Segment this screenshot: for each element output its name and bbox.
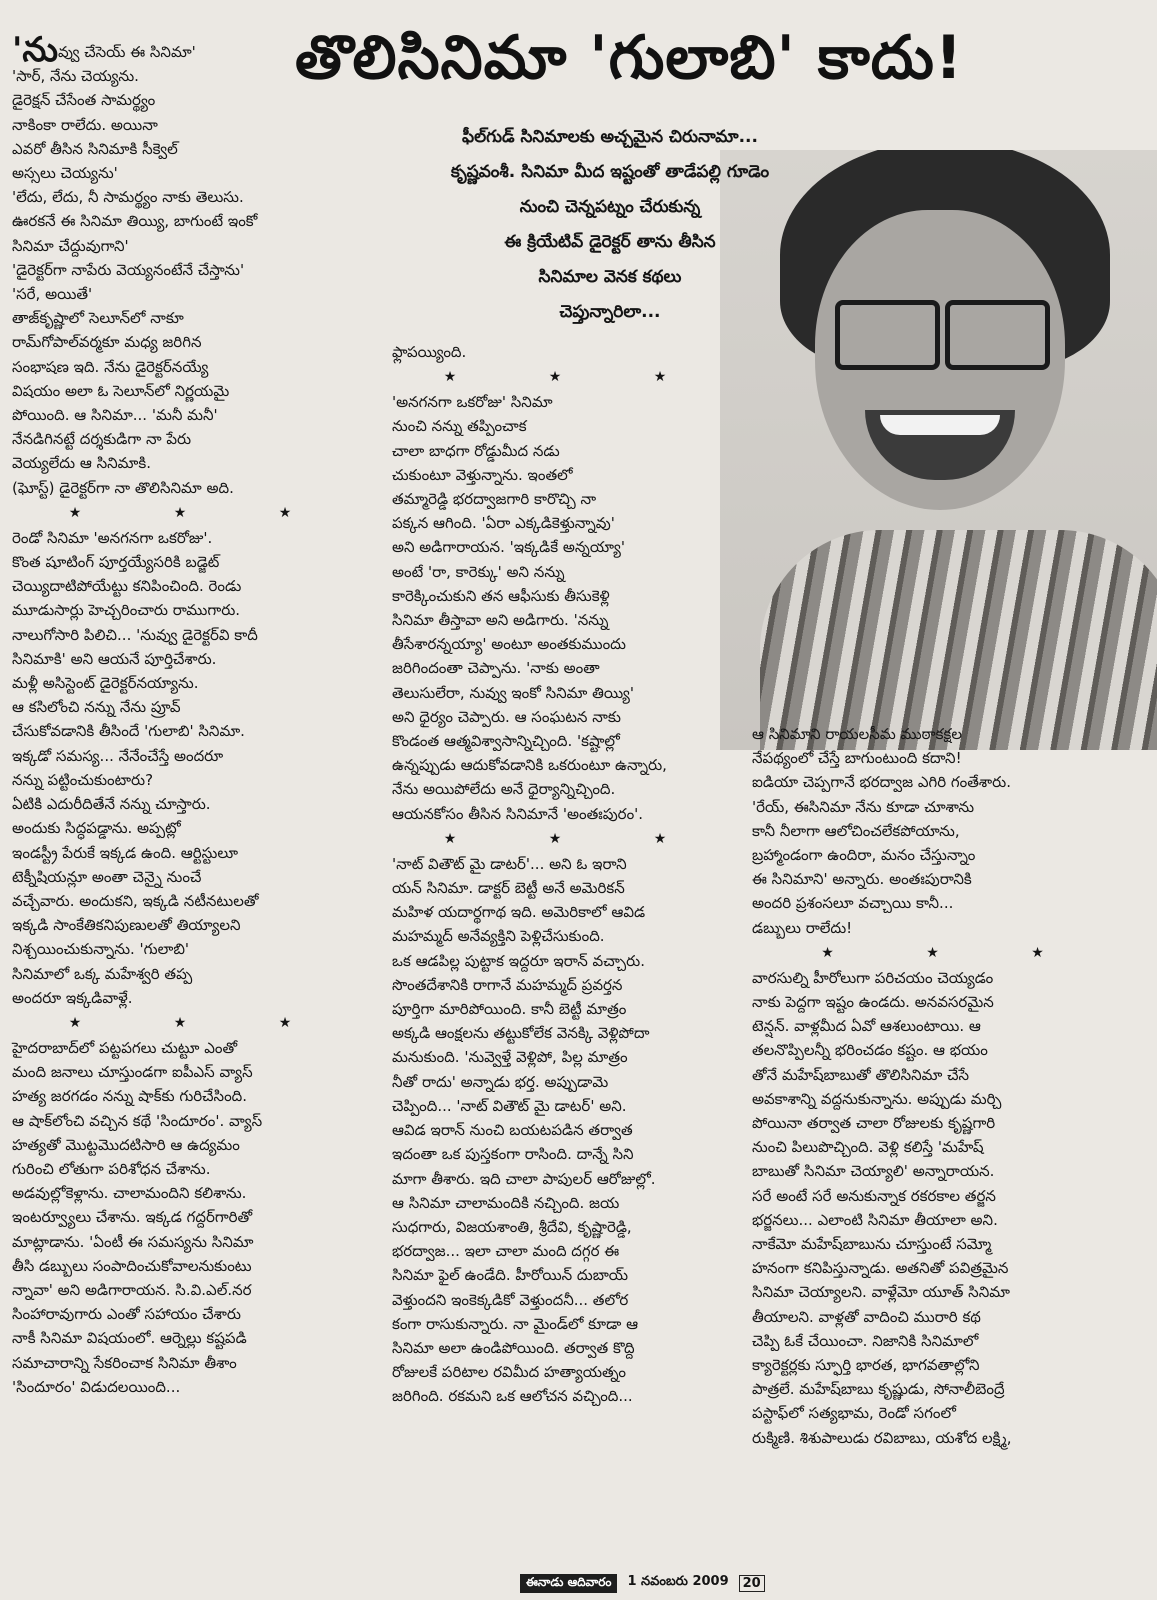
intro-line: సినిమాల వెనక కథలు: [538, 267, 682, 287]
text-line: ఇండస్ట్రీ పేరుకే ఇక్కడ ఉంది. ఆర్టిస్టులూ: [12, 843, 238, 862]
opening-line: 'నువ్వు చేసెయ్ ఈ సినిమా': [12, 30, 196, 70]
text-line: ఉన్నప్పుడు ఆదుకోవడానికి ఒకరుంటూ ఉన్నారు,: [392, 756, 667, 775]
text-line: తాజ్‌కృష్ణాలో సెలూన్‌లో నాకూ: [12, 309, 184, 328]
section-separator: ★ ★ ★: [821, 944, 1088, 961]
text-line: రోజులకే పరిటాల రవిమీద హత్యాయత్నం: [392, 1363, 626, 1382]
text-line: బాబుతో సినిమా చెయ్యాలి' అన్నారాయన.: [752, 1162, 995, 1181]
text-line: అవకాశాన్ని వద్దనుకున్నాను. అప్పుడు మర్చి: [752, 1089, 1002, 1108]
article-title: తొలిసినిమా 'గులాబి' కాదు!: [295, 23, 964, 93]
text-line: విషయం అలా ఓ సెలూన్‌లో నిర్ణయమై: [12, 381, 230, 400]
page-number: 20: [739, 1575, 765, 1592]
text-line: తలనొప్పిలన్నీ భరించడం కష్టం. ఆ భయం: [752, 1041, 988, 1060]
text-line: సినిమా చేద్దువుగాని': [12, 236, 129, 255]
text-line: చాలా బాధగా రోడ్డుమీద నడు: [392, 441, 560, 460]
text-line: 'డైరెక్టర్‌గా నాపేరు వెయ్యనంటేనే చేస్తాను': [12, 260, 245, 279]
text-line: సినిమా ఫైల్ ఉండేది. హీరోయిన్ దుబాయ్: [392, 1266, 629, 1285]
text-line: నాకేమో మహేష్‌బాబును చూస్తుంటే సమ్మో: [752, 1235, 992, 1254]
text-line: అంటే 'రా, కారెక్కు' అని నన్ను: [392, 562, 565, 581]
text-line: మహమ్మద్ అనేవ్యక్తిని పెళ్లిచేసుకుంది.: [392, 927, 605, 946]
text-line: సమాచారాన్ని సేకరించాక సినిమా తీశాం: [12, 1353, 237, 1372]
col1-paragraph-b: [12, 526, 352, 1010]
text-line: నేపథ్యంలో చేస్తే బాగుంటుంది కదాని!: [752, 749, 962, 768]
text-line: చెయ్యిదాటిపోయేట్టు కనిపించింది. రెండు: [12, 577, 242, 596]
text-line: వచ్చేవారు. అందుకని, ఇక్కడి నటీనటులతో: [12, 891, 259, 910]
text-line: డైరెక్షన్ చేసేంత సామర్థ్యం: [12, 91, 156, 110]
text-line: పక్కన ఆగింది. 'ఏరా ఎక్కడికెళ్తున్నావు': [392, 514, 615, 533]
text-line: నుంచి పిలుపొచ్చింది. వెళ్లి కలిస్తే 'మహేష్: [752, 1138, 984, 1157]
text-line: మంది జనాలు చూస్తుండగా ఐపీఎస్ వ్యాస్: [12, 1063, 253, 1082]
text-line: హనంగా కనిపిస్తున్నాడు. అతనితో పవిత్రమైన: [752, 1259, 1009, 1278]
text-line: ఆయనకోసం తీసిన సినిమానే 'అంతఃపురం'.: [392, 804, 644, 823]
text-line: కొండంత ఆత్మవిశ్వాసాన్నిచ్చింది. 'కష్టాల్లో: [392, 732, 620, 751]
text-line: 'లేదు, లేదు, నీ సామర్థ్యం నాకు తెలుసు.: [12, 188, 244, 207]
text-line: రుక్మిణి. శిశుపాలుడు రవిబాబు, యశోద లక్ష్మి,: [752, 1428, 1012, 1447]
text-line: కారెక్కించుకుని తన ఆఫీసుకు తీసుకెళ్లి: [392, 586, 610, 605]
text-line: మూడుసార్లు హెచ్చరించారు రాముగారు.: [12, 601, 241, 620]
text-line: తీయాలని. వాళ్లతో వాదించి మురారి కథ: [752, 1307, 981, 1326]
text-line: ఆవిడ ఇరాన్ నుంచి బయటపడిన తర్వాత: [392, 1121, 633, 1140]
text-line: మహిళ యదార్థగాథ ఇది. అమెరికాలో ఆవిడ: [392, 903, 646, 922]
text-line: నాలుగోసారి పిలిచి... 'నువ్వు డైరెక్టర్‌వి కాదీ: [12, 625, 258, 644]
text-line: తీసి డబ్బులు సంపాదించుకోవాలనుకుంటు: [12, 1256, 252, 1275]
text-line: అని ధైర్యం చెప్పారు. ఆ సంఘటన నాకు: [392, 707, 621, 726]
text-line: 'సిందూరం' విడుదలయింది...: [12, 1377, 181, 1396]
text-line: టెన్షన్. వాళ్లమీద ఏవో ఆశలుంటాయి. ఆ: [752, 1017, 981, 1036]
text-line: ఇక్కడో సమస్య... నేనేంచేస్తే అందరూ: [12, 746, 224, 765]
intro-callout: [400, 120, 820, 330]
text-line: హత్య జరగడం నన్ను షాక్‌కు గురిచేసింది.: [12, 1087, 248, 1106]
text-line: 'నాట్ వితౌట్ మై డాటర్'... అని ఓ ఇరాని: [392, 854, 627, 873]
section-separator: ★ ★ ★: [68, 504, 336, 521]
text-line: హైదరాబాద్‌లో పట్టపగలు చుట్టూ ఎంతో: [12, 1038, 238, 1057]
text-line: పాత్రలే. మహేష్‌బాబు కృష్ణుడు, సోనాలీబెంద్రే: [752, 1380, 1005, 1399]
section-separator: ★ ★ ★: [68, 1014, 336, 1031]
publication-name: ఈనాడు ఆదివారం: [520, 1574, 617, 1593]
text-line: హత్యతో మొట్టమొదటిసారి ఆ ఉద్యమం: [12, 1135, 240, 1154]
text-line: బ్రహ్మాండంగా ఉందిరా, మనం చేస్తున్నాం: [752, 846, 976, 865]
text-line: మనుకుంది. 'నువ్వెళ్తే వెళ్లిపో, పిల్ల మాత్రం: [392, 1048, 628, 1067]
text-line: సింహారావుగారు ఎంతో సహాయం చేశారు: [12, 1305, 241, 1324]
text-line: ఐడియా చెప్పగానే భరద్వాజ ఎగిరి గంతేశారు.: [752, 773, 1012, 792]
text-line: అక్కడి ఆంక్షలను తట్టుకోలేక వెనక్కి వెళ్లిపోదా: [392, 1024, 650, 1043]
column-1: [12, 30, 352, 1399]
text-line: నాకీ సినిమా విషయంలో. ఆర్నెల్లు కష్టపడి: [12, 1329, 247, 1348]
text-line: రెండో సినిమా 'అనగనగా ఒకరోజు'.: [12, 528, 213, 547]
text-line: 'సార్, నేను చెయ్యను.: [12, 67, 139, 86]
column-3: [752, 722, 1117, 1450]
text-line: భర్జనలు... ఎలాంటి సినిమా తీయాలా అని.: [752, 1210, 998, 1229]
text-line: నన్ను పట్టించుకుంటారు?: [12, 770, 154, 789]
column-2: [392, 340, 722, 1409]
text-line: పస్టాఫ్‌లో సత్యభామ, రెండో సగంలో: [752, 1404, 956, 1423]
text-line: కంగా రాసుకున్నారు. నా మైండ్‌లో కూడా ఆ: [392, 1314, 639, 1333]
intro-line: ఫీల్‌గుడ్ సినిమాలకు అచ్చమైన చిరునామా...: [462, 127, 758, 147]
col3-paragraph-b: [752, 966, 1117, 1450]
text-line: సుధగారు, విజయశాంతి, శ్రీదేవి, కృష్ణారెడ్డి,: [392, 1217, 632, 1236]
section-separator: ★ ★ ★: [443, 830, 711, 847]
text-line: సినిమాకి' అని ఆయనే పూర్తిచేశారు.: [12, 649, 217, 668]
col1-paragraph-c: [12, 1036, 352, 1399]
drop-cap: 'ను: [12, 30, 59, 70]
text-line: నుంచి నన్ను తప్పించాక: [392, 417, 527, 436]
text-line: ఇక్కడి సాంకేతికనిపుణులతో తియ్యాలని: [12, 916, 241, 935]
text-line: జరిగింది. రకమని ఒక ఆలోచన వచ్చింది...: [392, 1387, 633, 1406]
text-line: ఆ కసిలోంచి నన్ను నేను ప్రూవ్: [12, 698, 181, 717]
intro-line: నుంచి చెన్నపట్నం చేరుకున్న: [519, 197, 701, 217]
text-line: ఆ షాక్‌లోంచి వచ్చిన కథే 'సిందూరం'. వ్యాస్: [12, 1111, 263, 1130]
text-line: చెప్పి ఓకే చేయించా. నిజానికి సినిమాలో: [752, 1331, 979, 1350]
text-line: సినిమా తీస్తావా అని అడిగారు. 'నన్ను: [392, 611, 609, 630]
text-line: రామ్‌గోపాల్‌వర్మకూ మధ్య జరిగిన: [12, 333, 202, 352]
text-line: మాట్లాడాను. 'ఏంటీ ఈ సమస్యను సినిమా: [12, 1232, 254, 1251]
text-line: అని అడిగారాయన. 'ఇక్కడికే అన్నయ్యా': [392, 538, 625, 557]
text-line: సొంతదేశానికి రాగానే మహమ్మద్ ప్రవర్తన: [392, 975, 623, 994]
text-line: సినిమాలో ఒక్క మహేశ్వరి తప్ప: [12, 964, 193, 983]
text-line: ఒక ఆడపిల్ల పుట్టాక ఇద్దరూ ఇరాన్ వచ్చారు.: [392, 951, 645, 970]
text-line: గురించి లోతుగా పరిశోధన చేశాను.: [12, 1159, 211, 1178]
text-line: మాగా తీశారు. ఇది చాలా పాపులర్ ఆరోజుల్లో.: [392, 1169, 656, 1188]
text-line: ఊరకనే ఈ సినిమా తియ్యి, బాగుంటే ఇంకో: [12, 212, 258, 231]
intro-line: ఈ క్రియేటివ్ డైరెక్టర్ తాను తీసిన: [504, 232, 716, 252]
col1-paragraph-a: [12, 64, 352, 500]
intro-line: చెప్తున్నారిలా...: [559, 302, 661, 322]
text-line: వెయ్యలేదు ఆ సినిమాకి.: [12, 454, 152, 473]
text-line: కానీ నీలాగా ఆలోచించలేకపోయాను,: [752, 821, 960, 840]
text-line: సంభాషణ ఇది. నేను డైరెక్టర్‌నయ్యే: [12, 357, 209, 376]
text-line: తమ్మారెడ్డి భరద్వాజగారి కారొచ్చి నా: [392, 490, 597, 509]
text-line: చెప్పింది... 'నాట్ వితౌట్ మై డాటర్' అని.: [392, 1096, 627, 1115]
text-line: వెళ్తుందని ఇంకెక్కడికో వెళ్తుందనీ... తలోర: [392, 1290, 629, 1309]
text-line: 'అనగనగా ఒకరోజు' సినిమా: [392, 393, 553, 412]
text-line: పోయినా తర్వాత చాలా రోజులకు కృష్ణగారి: [752, 1114, 996, 1133]
text-line: అస్సలు చెయ్యను': [12, 164, 118, 183]
text-line: అడవుల్లోకెళ్లాను. చాలామందిని కలిశాను.: [12, 1184, 247, 1203]
page-footer: [520, 1572, 820, 1594]
text-line: సరే అంటే సరే అనుకున్నాక రకరకాల తర్జన: [752, 1186, 996, 1205]
text-line: క్యారెక్టర్లకు స్ఫూర్తి భారత, భాగవతాల్లోని: [752, 1356, 980, 1375]
text-line: ఎవరో తీసిన సినిమాకి సీక్వెల్: [12, 139, 178, 158]
text-line: తీసేశారన్నయ్యా' అంటూ అంతకుముందు: [392, 635, 626, 654]
text-line: ఇదంతా ఒక పుస్తకంగా రాసింది. దాన్నే సిని: [392, 1145, 634, 1164]
text-line: నిశ్చయించుకున్నాను. 'గులాబి': [12, 940, 190, 959]
text-line: జరిగిందంతా చెప్పాను. 'నాకు అంతా: [392, 659, 600, 678]
text-line: నేను అయిపోలేదు అనే ధైర్యాన్నిచ్చింది.: [392, 780, 616, 799]
col3-paragraph-a: [752, 722, 1117, 940]
text-line: ఫ్లాపయ్యింది.: [392, 343, 467, 361]
text-line: నాకు పెద్దగా ఇష్టం ఉండదు. అనవసరమైన: [752, 993, 994, 1012]
text-line: పోయింది. ఆ సినిమా... 'మనీ మనీ': [12, 406, 218, 425]
col2-paragraph-a: [392, 340, 722, 364]
text-line: తోనే మహేష్‌బాబుతో తొలిసినిమా చేసే: [752, 1065, 970, 1084]
text-line: భరద్వాజ... ఇలా చాలా మంది దగ్గర ఈ: [392, 1242, 620, 1261]
text-line: పూర్తిగా మారిపోయింది. కానీ బెట్టీ మాత్రం: [392, 1000, 627, 1019]
text-line: ఈ సినిమాని' అన్నారు. అంతఃపురానికి: [752, 870, 972, 889]
text-line: యన్ సినిమా. డాక్టర్ బెట్టీ అనే అమెరికన్: [392, 879, 625, 898]
text-line: తెలుసులేరా, నువ్వు ఇంకో సినిమా తియ్యి': [392, 683, 634, 702]
text-line: (ఘోస్ట్) డైరెక్టర్‌గా నా తొలిసినిమా అది.: [12, 478, 234, 497]
text-line: మళ్లీ అసిస్టెంట్ డైరెక్టర్‌నయ్యాను.: [12, 674, 199, 693]
intro-line: కృష్ణవంశీ. సినిమా మీద ఇష్టంతో తాడేపల్లి గూడెం: [450, 162, 770, 182]
text-line: సినిమా చెయ్యాలని. వాళ్లేమో యూత్ సినిమా: [752, 1283, 1010, 1302]
text-line: ఇంటర్వ్యూలు చేశాను. ఇక్కడ గద్దర్‌గారితో: [12, 1208, 253, 1227]
text-line: చుకుంటూ వెళ్తున్నాను. ఇంతలో: [392, 465, 573, 484]
col2-paragraph-b: [392, 390, 722, 826]
text-line: నేనడిగినట్టే దర్శకుడిగా నా పేరు: [12, 430, 192, 449]
text-line: న్నావా' అని అడిగారాయన. సి.వి.ఎల్.నర: [12, 1280, 252, 1299]
issue-date: 1 నవంబరు 2009: [627, 1574, 729, 1589]
text-line: కొంత షూటింగ్ పూర్తయ్యేసరికి బడ్జెట్: [12, 553, 220, 572]
text-line: 'రేయ్, ఈసినిమా నేను కూడా చూశాను: [752, 797, 975, 816]
text-line: అందరూ ఇక్కడివాళ్లే.: [12, 988, 133, 1007]
text-line: ఏటికి ఎదురీదితేనే నన్ను చూస్తారు.: [12, 795, 211, 814]
text-line: టెక్నీషియన్లూ అంతా చెన్నై నుంచే: [12, 867, 202, 886]
text-line: అందరి ప్రశంసలూ వచ్చాయి కానీ...: [752, 894, 954, 913]
text-line: చేసుకోవడానికి తీసిందే 'గులాబి' సినిమా.: [12, 722, 245, 741]
text-line: ఆ సినిమాని రాయలసీమ ముఠాకక్షల: [752, 725, 962, 743]
text-line: సినిమా అలా ఉండిపోయింది. తర్వాత కొద్ది: [392, 1338, 635, 1357]
text-line: 'సరే, అయితే': [12, 285, 93, 304]
col2-paragraph-c: [392, 852, 722, 1409]
text-line: ఆ సినిమా చాలామందికి నచ్చింది. జయ: [392, 1193, 620, 1212]
text-line: నాకింకా రాలేదు. అయినా: [12, 115, 158, 134]
text-line: డబ్బులు రాలేదు!: [752, 918, 853, 937]
text-line: నీతో రాదు' అన్నాడు భర్త. అప్పుడామె: [392, 1072, 609, 1091]
text-line: అందుకు సిద్ధపడ్డాను. అప్పట్లో: [12, 819, 181, 838]
text-line: వారసుల్ని హీరోలుగా పరిచయం చెయ్యడం: [752, 968, 994, 987]
section-separator: ★ ★ ★: [443, 369, 711, 386]
